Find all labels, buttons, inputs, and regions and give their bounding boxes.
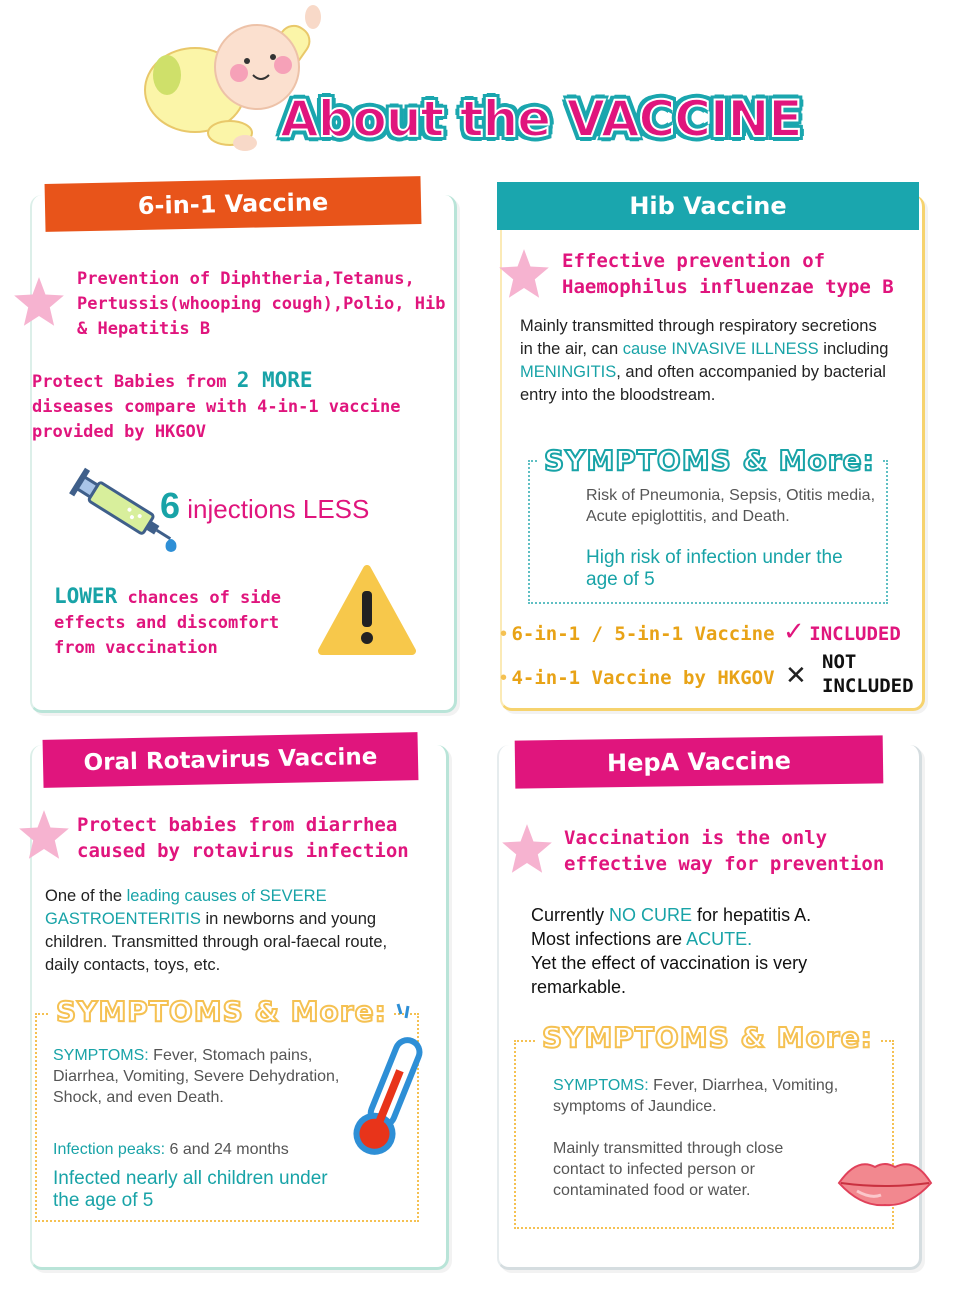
injections-text: injections LESS <box>180 494 370 524</box>
rota-desc-b: in newborns and young children. Transmitted through oral-faecal route, daily contacts, toys, etc. <box>45 910 388 974</box>
card-hib-headline: Effective prevention of Haemophilus influenzae type B <box>562 250 894 298</box>
hepa-transmit: Mainly transmitted through close contact to infected person or contaminated food or water. <box>553 1140 784 1199</box>
hib-row-not-included: • 4-in-1 Vaccine by HKGOV ✕ <box>500 660 807 690</box>
lips-icon <box>835 1155 935 1210</box>
protect-text-a: Protect Babies from <box>32 372 237 392</box>
rota-desc-a: One of the <box>45 887 127 905</box>
warning-icon <box>318 565 416 657</box>
injections-less <box>160 485 369 527</box>
card-6in1-prevention: Prevention of Diphtheria,Tetanus, Pertussis(whooping cough),Polio, Hib & Hepatitis B <box>77 269 446 339</box>
hib-desc-b: including <box>818 340 889 358</box>
protect-text-b: diseases compare with 4-in-1 vaccine provided by HKGOV <box>32 397 401 442</box>
card-rotavirus-headline: Protect babies from diarrhea caused by rotavirus infection <box>77 814 409 862</box>
cross-icon: ✕ <box>785 660 807 690</box>
rota-peaks <box>53 1139 353 1160</box>
hepa-symptoms-label: SYMPTOMS: <box>553 1077 649 1094</box>
page-title: About the VACCINE <box>280 90 802 148</box>
hepa-no-cure: NO CURE <box>609 905 693 925</box>
rota-symptoms-label: SYMPTOMS: <box>53 1047 149 1064</box>
rota-symptoms-text: Fever, Stomach pains, Diarrhea, Vomiting, Severe Dehydration, Shock, and even Death. <box>53 1047 340 1106</box>
hib-desc-highlight-2: MENINGITIS <box>520 363 617 381</box>
hib-row2-label: 4-in-1 Vaccine by HKGOV <box>511 667 775 689</box>
card-hepa-banner: HepA Vaccine <box>515 735 884 788</box>
hib-desc-c: , and often accompanied by bacterial entry into the bloodstream. <box>520 363 886 404</box>
hepa-line3: Yet the effect of vaccination is very remarkable. <box>531 953 808 997</box>
card-hib-description <box>520 315 890 407</box>
card-rotavirus-description <box>45 885 420 977</box>
hepa-symptoms <box>553 1075 843 1117</box>
hib-row-included: • 6-in-1 / 5-in-1 Vaccine ✓ INCLUDED <box>500 616 901 646</box>
hib-row1-label: 6-in-1 / 5-in-1 Vaccine <box>511 623 775 645</box>
hepa-symptoms-text: Fever, Diarrhea, Vomiting, symptoms of Jaundice. <box>553 1077 839 1115</box>
drops-icon <box>392 1002 418 1024</box>
card-6in1-banner: 6-in-1 Vaccine <box>45 176 422 232</box>
hib-row2-status-line2: INCLUDED <box>822 675 914 697</box>
thermometer-icon <box>338 1030 438 1160</box>
protect-highlight: 2 MORE <box>236 368 313 392</box>
card-hib-banner: Hib Vaccine <box>497 182 919 230</box>
check-icon: ✓ <box>783 616 805 646</box>
card-rotavirus-banner: Oral Rotavirus Vaccine <box>43 732 419 788</box>
rota-infected: Infected nearly all children under the age of 5 <box>53 1168 328 1211</box>
hib-high-risk: High risk of infection under the age of 5 <box>586 547 843 590</box>
star-icon <box>497 247 551 301</box>
card-hepa-headline: Vaccination is the only effective way for prevention <box>564 827 885 875</box>
hib-row2-status-line1: NOT <box>822 651 857 673</box>
hepa-symptoms-title: SYMPTOMS & More: <box>536 1021 879 1054</box>
rota-symptoms <box>53 1045 353 1108</box>
lower-text: chances of side effects and discomfort from vaccination <box>54 588 281 658</box>
rota-symptoms-title: SYMPTOMS & More: <box>50 995 393 1028</box>
card-6in1-lower <box>54 584 314 661</box>
hepa-line2: Most infections are ACUTE. <box>531 929 753 949</box>
rota-peaks-label: Infection peaks: <box>53 1141 166 1158</box>
card-6in1-protect <box>32 368 442 445</box>
rota-desc-highlight: leading causes of SEVERE GASTROENTERITIS <box>45 887 327 928</box>
hib-row1-status: INCLUDED <box>809 623 901 645</box>
hib-symptoms-title: SYMPTOMS & More: <box>538 444 881 477</box>
hepa-acute: ACUTE. <box>686 929 753 949</box>
injections-number: 6 <box>160 485 181 526</box>
star-icon <box>17 808 71 862</box>
hib-desc-a: Mainly transmitted through respiratory secretions in the air, can <box>520 317 877 358</box>
hib-desc-highlight-1: cause INVASIVE ILLNESS <box>622 340 819 358</box>
lower-highlight: LOWER <box>54 584 118 608</box>
hib-risk: Risk of Pneumonia, Sepsis, Otitis media, Acute epiglottitis, and Death. <box>586 487 876 525</box>
rota-peaks-text: 6 and 24 months <box>165 1141 289 1158</box>
card-hepa-description <box>531 903 901 999</box>
hib-row2-status <box>822 650 914 698</box>
star-icon <box>12 275 66 329</box>
hepa-line1: Currently NO CURE for hepatitis A. <box>531 905 812 925</box>
star-icon <box>500 822 554 876</box>
